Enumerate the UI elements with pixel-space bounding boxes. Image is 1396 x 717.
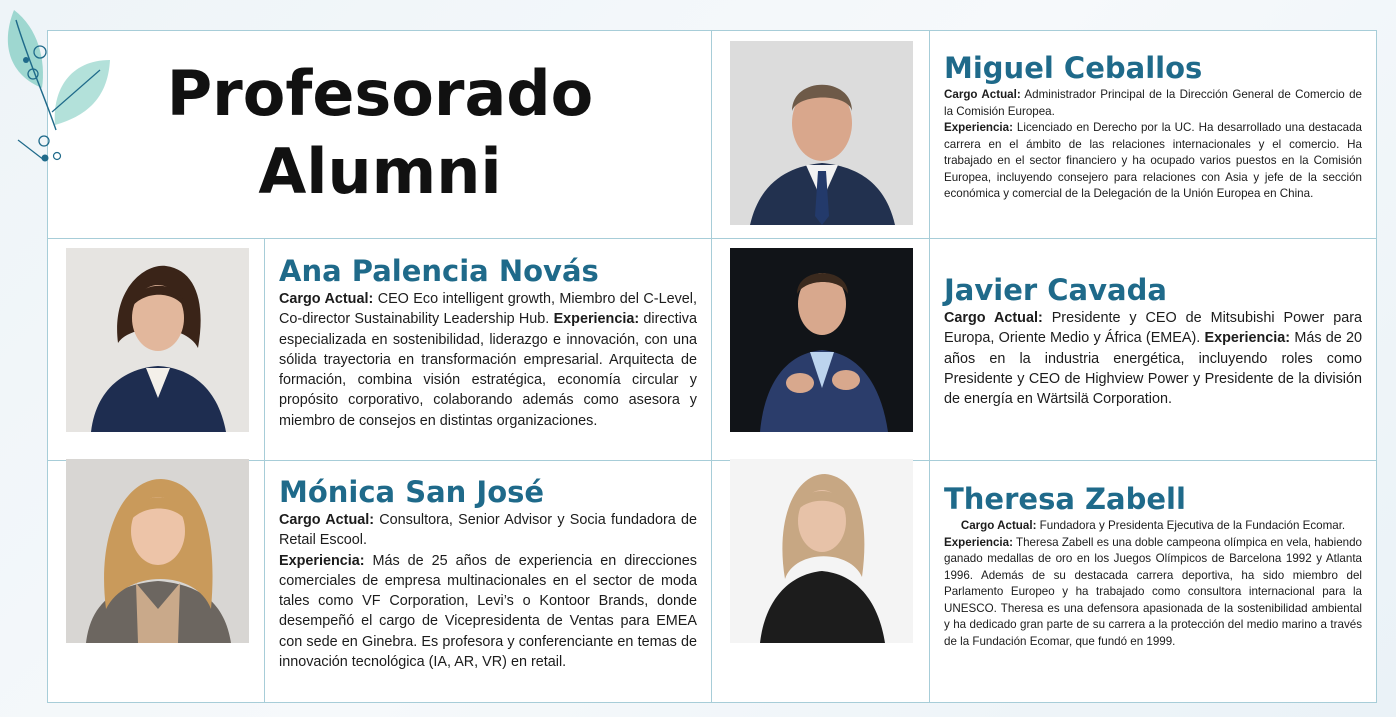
- grid-line: [264, 238, 265, 702]
- grid-line: [1376, 30, 1377, 702]
- profile-miguel-ceballos: [944, 49, 1362, 203]
- portrait-javier-cavada: [730, 248, 913, 432]
- person-cargo: Cargo Actual: Administrador Principal de la Dirección General de Comercio de la Comisión Europea.: [944, 88, 1362, 118]
- leaf-decoration-icon: [0, 0, 130, 175]
- grid-line: [929, 30, 930, 702]
- person-name: Theresa Zabell: [944, 482, 1186, 516]
- person-name: Javier Cavada: [944, 273, 1167, 307]
- grid-line: [47, 702, 1377, 703]
- person-name: Mónica San José: [279, 475, 545, 509]
- person-name: Ana Palencia Novás: [279, 254, 599, 288]
- portrait-monica-san-jose: [66, 459, 249, 643]
- grid-line: [711, 30, 712, 702]
- grid-line: [47, 238, 1377, 239]
- person-cargo-experiencia: Cargo Actual: CEO Eco intelligent growth, Miembro del C-Level, Co-director Sustainability Leadership Hub. Experiencia: directiva especializada en sostenibilidad, liderazgo e innovación, con una sólida trayectoria en transformación empresarial. Arquitecta de formación, combina visión estratégica, economía circular y propósito corporativo, colaborando además como asesora y miembro de consejos en distintas organizaciones.: [279, 291, 697, 429]
- page-title: [140, 55, 620, 211]
- profile-monica-san-jose: [279, 474, 697, 672]
- title-line-1: Profesorado: [166, 57, 594, 130]
- person-experiencia: Experiencia: Licenciado en Derecho por la UC. Ha desarrollado una destacada carrera en el ámbito de las relaciones internacionales y el comercio. Ha trabajado en el sector financiero y ha ocupado varios puestos en la Comisión Europea, incluyendo consejero para relaciones con Asia y jefe de la sección económica y comercial de la Delegación de la Unión Europea en China.: [944, 121, 1362, 200]
- person-cargo: Cargo Actual: Fundadora y Presidenta Ejecutiva de la Fundación Ecomar.: [960, 519, 1346, 532]
- profile-ana-palencia-novas: [279, 253, 697, 431]
- profile-javier-cavada: [944, 272, 1362, 409]
- portrait-miguel-ceballos: [730, 41, 913, 225]
- person-name: Miguel Ceballos: [944, 51, 1203, 85]
- portrait-theresa-zabell: [730, 459, 913, 643]
- person-cargo-experiencia: Cargo Actual: Presidente y CEO de Mitsubishi Power para Europa, Oriente Medio y África (EMEA). Experiencia: Más de 20 años en la industria energética, incluyendo roles como Presidente y CEO de Highview Power y Presidente de la división de energía en Wärtsilä Corporation.: [944, 310, 1363, 408]
- person-experiencia: Experiencia: Más de 25 años de experiencia en direcciones comerciales de empresa multinacionales en el sector de moda tales como VF Corporation, Levi’s o Kontoor Brands, donde desempeñó el cargo de Vicepresidenta de Ventas para EMEA con sede en Ginebra. Es profesora y conferenciante en temas de innovación tecnológica (IA, AR, VR) en retail.: [279, 552, 697, 671]
- grid-line: [47, 30, 1377, 31]
- portrait-ana-palencia-novas: [66, 248, 249, 432]
- person-experiencia: Experiencia: Theresa Zabell es una doble campeona olímpica en vela, habiendo ganado medallas de oro en los Juegos Olímpicos de Barcelona 1992 y Atlanta 1996. Además de su destacada carrera deportiva, ha sido miembro del Parlamento Europeo y ha trabajado como consultora internacional para la UNESCO. Theresa es una defensora apasionada de la sostenibilidad ambiental y ha dedicado gran parte de su carrera a la protección del medio marino a través de la Fundación Ecomar, que fundó en 1999.: [944, 535, 1363, 648]
- profile-theresa-zabell: [944, 480, 1362, 650]
- title-line-2: Alumni: [258, 135, 502, 208]
- person-cargo: Cargo Actual: Consultora, Senior Advisor y Socia fundadora de Retail Escool.: [279, 512, 697, 549]
